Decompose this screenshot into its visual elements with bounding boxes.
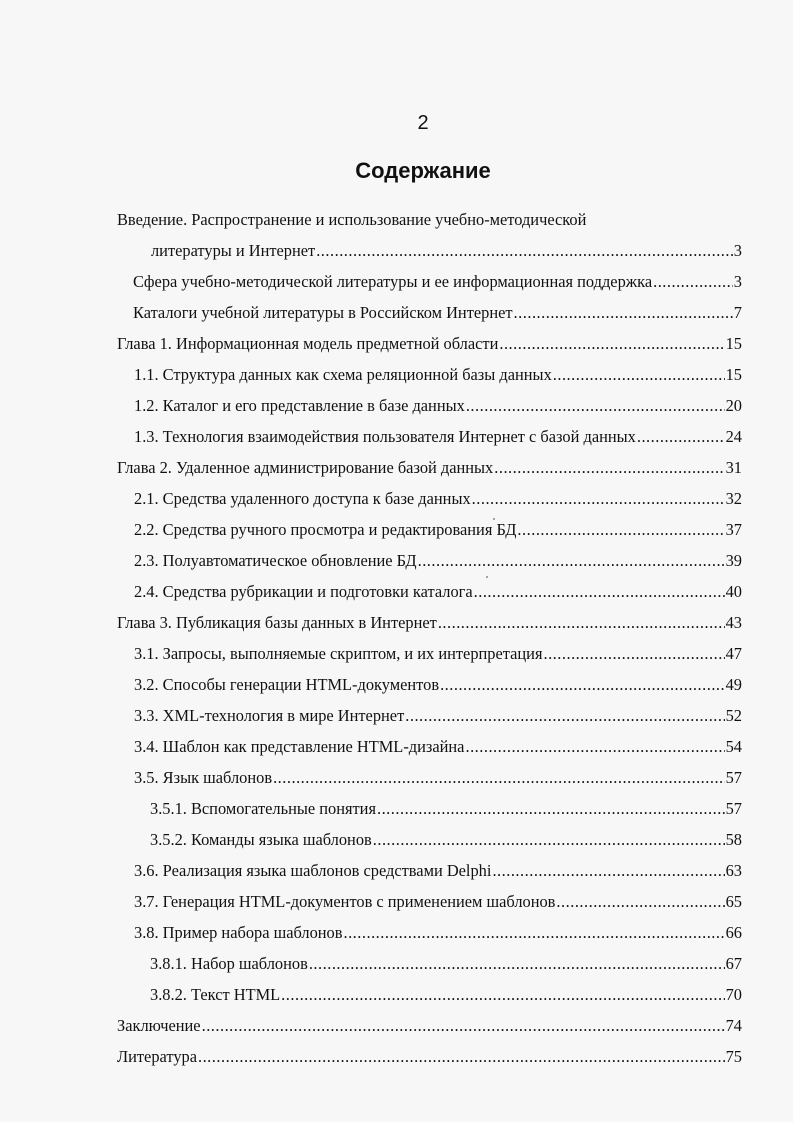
- toc-entry-page: 63: [725, 861, 742, 880]
- dot-leader: [281, 983, 724, 1007]
- toc-entry-title: 3.8.1. Набор шаблонов: [150, 954, 308, 973]
- toc-entry: [117, 456, 742, 480]
- toc-entry: [150, 797, 742, 821]
- toc-entry-page: 57: [725, 768, 742, 787]
- toc-entry-title: 3.5.1. Вспомогательные понятия: [150, 799, 376, 818]
- dot-leader: [474, 580, 725, 604]
- toc-entry: [150, 983, 742, 1007]
- toc-entry-title: Сфера учебно-методической литературы и ее информационная поддержка: [133, 272, 653, 291]
- dot-leader: [653, 270, 733, 294]
- toc-entry-title: 3.3. XML-технология в мире Интернет: [134, 706, 405, 725]
- toc-entry: [134, 363, 742, 387]
- dot-leader: [553, 363, 725, 387]
- dot-leader: [556, 890, 724, 914]
- toc-entry-title: 1.3. Технология взаимодействия пользователя Интернет с базой данных: [134, 427, 636, 446]
- toc-entry-title: 3.1. Запросы, выполняемые скриптом, и их интерпретация: [134, 644, 543, 663]
- toc-entry-title: 2.2. Средства ручного просмотра и редактирования БД: [134, 520, 517, 539]
- toc-entry-page: 40: [725, 582, 742, 601]
- dot-leader: [514, 301, 733, 325]
- toc-entry: [134, 704, 742, 728]
- toc-entry: [134, 425, 742, 449]
- dot-leader: [202, 1014, 725, 1038]
- toc-entry-page: 43: [725, 613, 742, 632]
- toc-entry-page: 54: [725, 737, 742, 756]
- scan-speck: [493, 518, 495, 520]
- toc-entry-page: 67: [725, 954, 742, 973]
- toc-entry-page: 3: [733, 241, 742, 260]
- toc-entry-title: Каталоги учебной литературы в Российском Интернет: [133, 303, 513, 322]
- toc-entry-page: 58: [725, 830, 742, 849]
- dot-leader: [494, 456, 724, 480]
- toc-entry-title: 3.8.2. Текст HTML: [150, 985, 281, 1004]
- page-number: 2: [417, 112, 429, 134]
- toc-entry-title: 2.1. Средства удаленного доступа к базе данных: [134, 489, 471, 508]
- dot-leader: [543, 642, 724, 666]
- toc-entry-title: 3.7. Генерация HTML-документов с применением шаблонов: [134, 892, 556, 911]
- toc-entry-page: 70: [725, 985, 742, 1004]
- toc-entry-title: 3.8. Пример набора шаблонов: [134, 923, 343, 942]
- toc-entry-page: 7: [733, 303, 742, 322]
- toc-entry: [134, 673, 742, 697]
- dot-leader: [377, 797, 725, 821]
- toc-entry: [134, 487, 742, 511]
- toc-entry-title: 2.3. Полуавтоматическое обновление БД: [134, 551, 417, 570]
- toc-entry-title: 3.5. Язык шаблонов: [134, 768, 273, 787]
- dot-leader: [438, 611, 725, 635]
- toc-entry-page: 37: [725, 520, 742, 539]
- toc-entry-page: 3: [733, 272, 742, 291]
- toc-entry: [133, 301, 742, 325]
- toc-entry-title: 1.1. Структура данных как схема реляционной базы данных: [134, 365, 552, 384]
- toc-entry-title: Глава 2. Удаленное администрирование базой данных: [117, 458, 494, 477]
- dot-leader: [499, 332, 724, 356]
- dot-leader: [198, 1045, 725, 1069]
- toc-entry: [134, 735, 742, 759]
- toc-entry-title: 3.2. Способы генерации HTML-документов: [134, 675, 440, 694]
- toc-entry-page: 32: [725, 489, 742, 508]
- toc-entry: [134, 394, 742, 418]
- dot-leader: [418, 549, 725, 573]
- toc-entry-title: Глава 3. Публикация базы данных в Интернет: [117, 613, 437, 632]
- toc-entry-page: 47: [725, 644, 742, 663]
- dot-leader: [273, 766, 725, 790]
- toc-entry-title: 3.6. Реализация языка шаблонов средствами Delphi: [134, 861, 492, 880]
- toc-entry: [134, 518, 742, 542]
- toc-entry: [134, 642, 742, 666]
- dot-leader: [465, 735, 724, 759]
- toc-entry: [134, 766, 742, 790]
- toc-entry-page: 15: [725, 365, 742, 384]
- toc-entry-intro-line1: Введение. Распространение и использование учебно-методической: [117, 210, 587, 229]
- dot-leader: [492, 859, 724, 883]
- dot-leader: [637, 425, 725, 449]
- dot-leader: [472, 487, 725, 511]
- toc-entry-page: 31: [725, 458, 742, 477]
- toc-entry: [117, 611, 742, 635]
- toc-entry: [134, 549, 742, 573]
- dot-leader: [343, 921, 724, 945]
- dot-leader: [373, 828, 725, 852]
- toc-entry-page: 20: [725, 396, 742, 415]
- dot-leader: [309, 952, 725, 976]
- toc-entry-page: 39: [725, 551, 742, 570]
- toc-title: Содержание: [355, 158, 491, 183]
- scan-speck: [486, 576, 488, 578]
- toc-entry-page: 15: [725, 334, 742, 353]
- toc-entry-page: 24: [725, 427, 742, 446]
- toc-entry: [133, 270, 742, 294]
- toc-entry: [134, 890, 742, 914]
- toc-entry: [150, 952, 742, 976]
- toc-entry-intro: [151, 239, 742, 263]
- toc-entry-page: 57: [725, 799, 742, 818]
- toc-entry-title: 3.4. Шаблон как представление HTML-дизайна: [134, 737, 465, 756]
- toc-entry-title: 3.5.2. Команды языка шаблонов: [150, 830, 372, 849]
- toc-entry-title: литературы и Интернет: [151, 241, 316, 260]
- dot-leader: [405, 704, 724, 728]
- toc-entry-title: Литература: [117, 1047, 197, 1066]
- toc-entry: [134, 580, 742, 604]
- toc-entry-title: 2.4. Средства рубрикации и подготовки каталога: [134, 582, 473, 601]
- toc-entry: [134, 921, 742, 945]
- toc-entry: [134, 859, 742, 883]
- toc-entry-page: 75: [725, 1047, 742, 1066]
- toc-entry-title: 1.2. Каталог и его представление в базе данных: [134, 396, 465, 415]
- toc-entry: [117, 1014, 742, 1038]
- toc-entry: [150, 828, 742, 852]
- toc-entry-page: 74: [725, 1016, 742, 1035]
- toc-entry-page: 65: [725, 892, 742, 911]
- dot-leader: [517, 518, 724, 542]
- toc-entry-page: 66: [725, 923, 742, 942]
- toc-entry-title: Заключение: [117, 1016, 201, 1035]
- dot-leader: [316, 239, 733, 263]
- toc-entry: [117, 332, 742, 356]
- dot-leader: [466, 394, 725, 418]
- dot-leader: [440, 673, 725, 697]
- toc-entry-title: Глава 1. Информационная модель предметной области: [117, 334, 499, 353]
- toc-entry-page: 52: [725, 706, 742, 725]
- toc-entry-page: 49: [725, 675, 742, 694]
- toc-entry: [117, 1045, 742, 1069]
